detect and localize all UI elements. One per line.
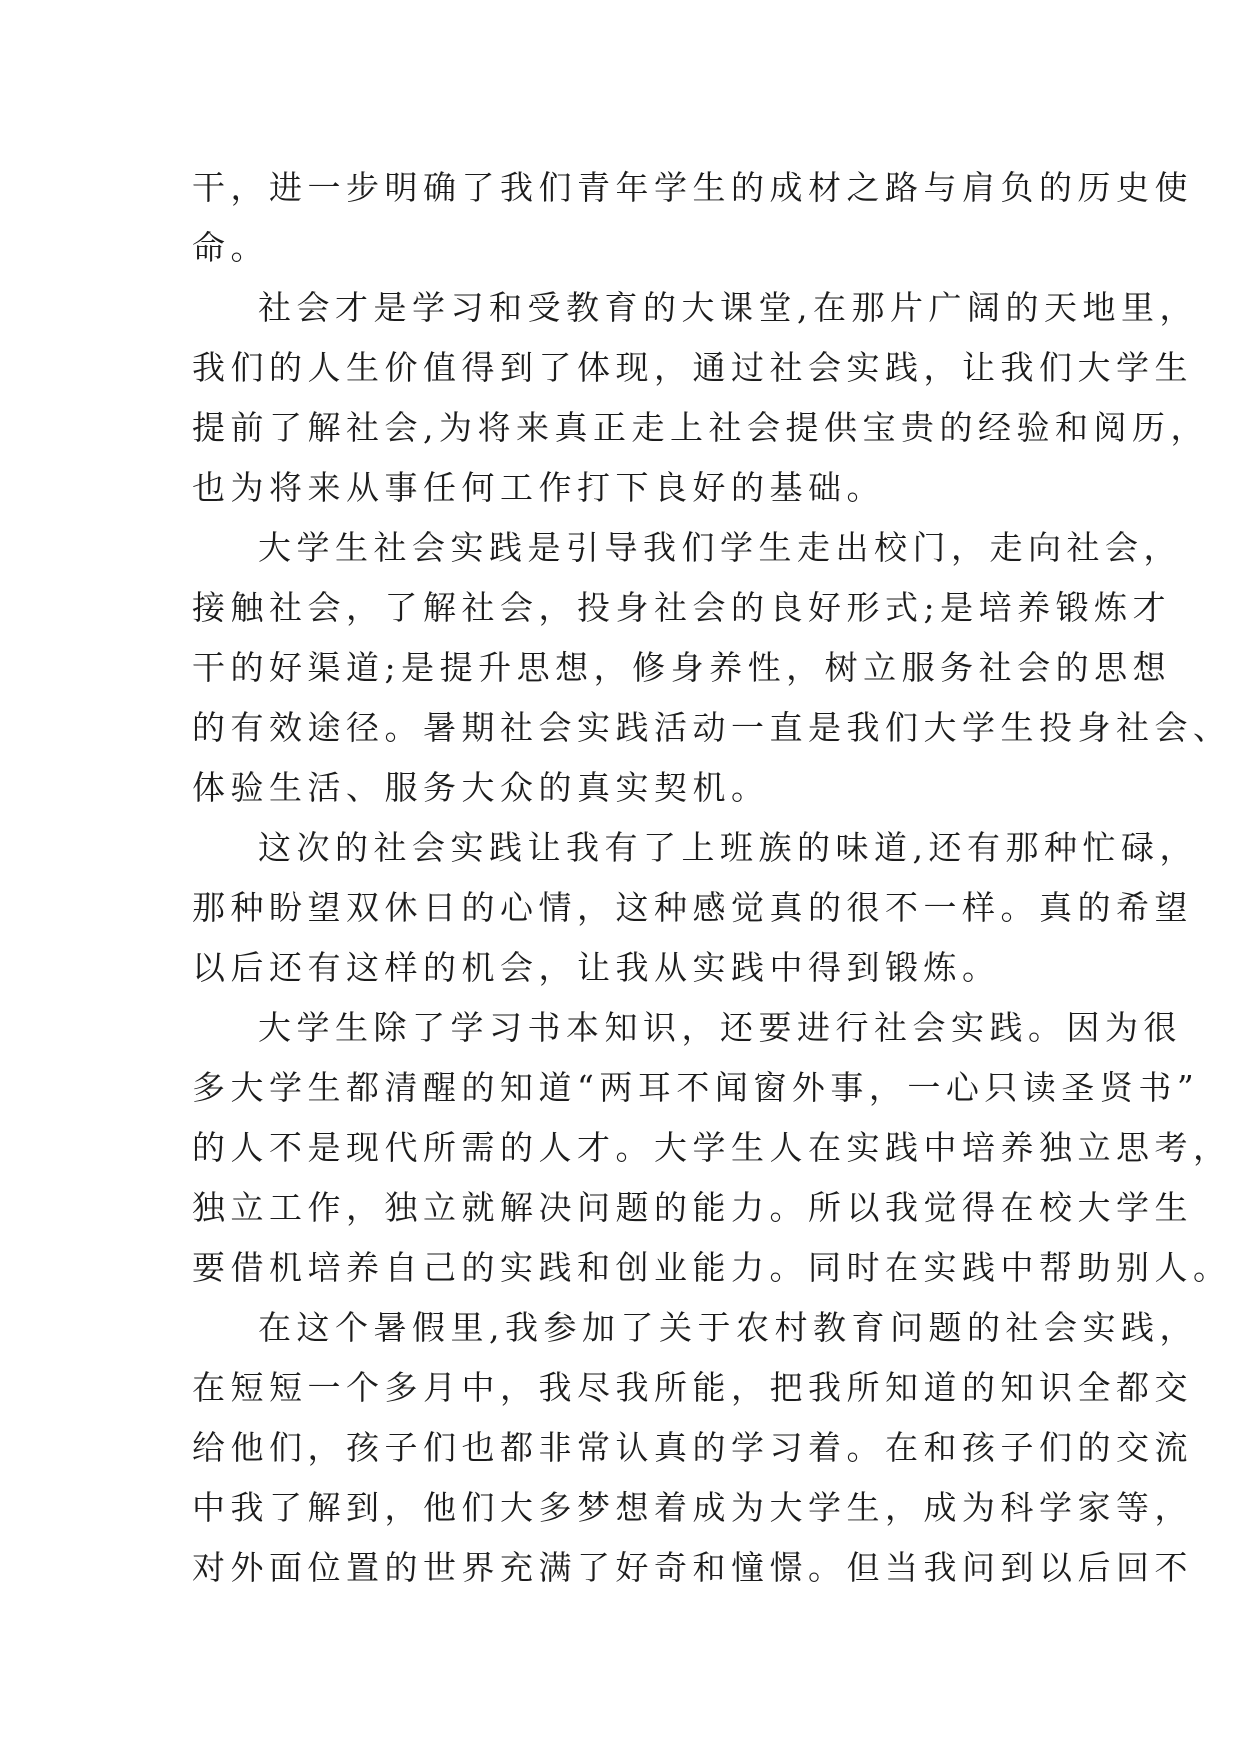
- text-line: 干的好渠道;是提升思想，修身养性，树立服务社会的思想: [192, 648, 1172, 687]
- text-line: 以后还有这样的机会，让我从实践中得到锻炼。: [192, 948, 1001, 987]
- document-body: [192, 158, 1232, 1598]
- text-line: 的有效途径。暑期社会实践活动一直是我们大学生投身社会、: [192, 708, 1232, 747]
- paragraph-first-line: 大学生除了学习书本知识，还要进行社会实践。因为很: [258, 1008, 1182, 1047]
- text-line: 命。: [192, 228, 269, 267]
- text-line: 干，进一步明确了我们青年学生的成材之路与肩负的历史使: [192, 168, 1193, 207]
- paragraph-first-line: 这次的社会实践让我有了上班族的味道,还有那种忙碌，: [258, 828, 1198, 867]
- text-line: 的人不是现代所需的人才。大学生人在实践中培养独立思考，: [192, 1128, 1232, 1167]
- text-line: 体验生活、服务大众的真实契机。: [192, 768, 770, 807]
- text-line: 多大学生都清醒的知道“两耳不闻窗外事，一心只读圣贤书”: [192, 1068, 1200, 1107]
- text-line: 我们的人生价值得到了体现，通过社会实践，让我们大学生: [192, 348, 1193, 387]
- text-line: 也为将来从事任何工作打下良好的基础。: [192, 468, 885, 507]
- text-line: 给他们，孩子们也都非常认真的学习着。在和孩子们的交流: [192, 1428, 1193, 1467]
- paragraph-first-line: 社会才是学习和受教育的大课堂,在那片广阔的天地里，: [258, 288, 1198, 327]
- text-line: 中我了解到，他们大多梦想着成为大学生，成为科学家等，: [192, 1488, 1193, 1527]
- paragraph-first-line: 在这个暑假里,我参加了关于农村教育问题的社会实践，: [258, 1308, 1198, 1347]
- text-line: 在短短一个多月中，我尽我所能，把我所知道的知识全都交: [192, 1368, 1193, 1407]
- paragraph-first-line: 大学生社会实践是引导我们学生走出校门，走向社会，: [258, 528, 1182, 567]
- text-line: 提前了解社会,为将来真正走上社会提供宝贵的经验和阅历，: [192, 408, 1209, 447]
- text-line: 对外面位置的世界充满了好奇和憧憬。但当我问到以后回不: [192, 1548, 1193, 1587]
- text-line: 独立工作，独立就解决问题的能力。所以我觉得在校大学生: [192, 1188, 1193, 1227]
- text-line: 要借机培养自己的实践和创业能力。同时在实践中帮助别人。: [192, 1248, 1232, 1287]
- text-line: 那种盼望双休日的心情，这种感觉真的很不一样。真的希望: [192, 888, 1193, 927]
- text-line: 接触社会，了解社会，投身社会的良好形式;是培养锻炼才: [192, 588, 1172, 627]
